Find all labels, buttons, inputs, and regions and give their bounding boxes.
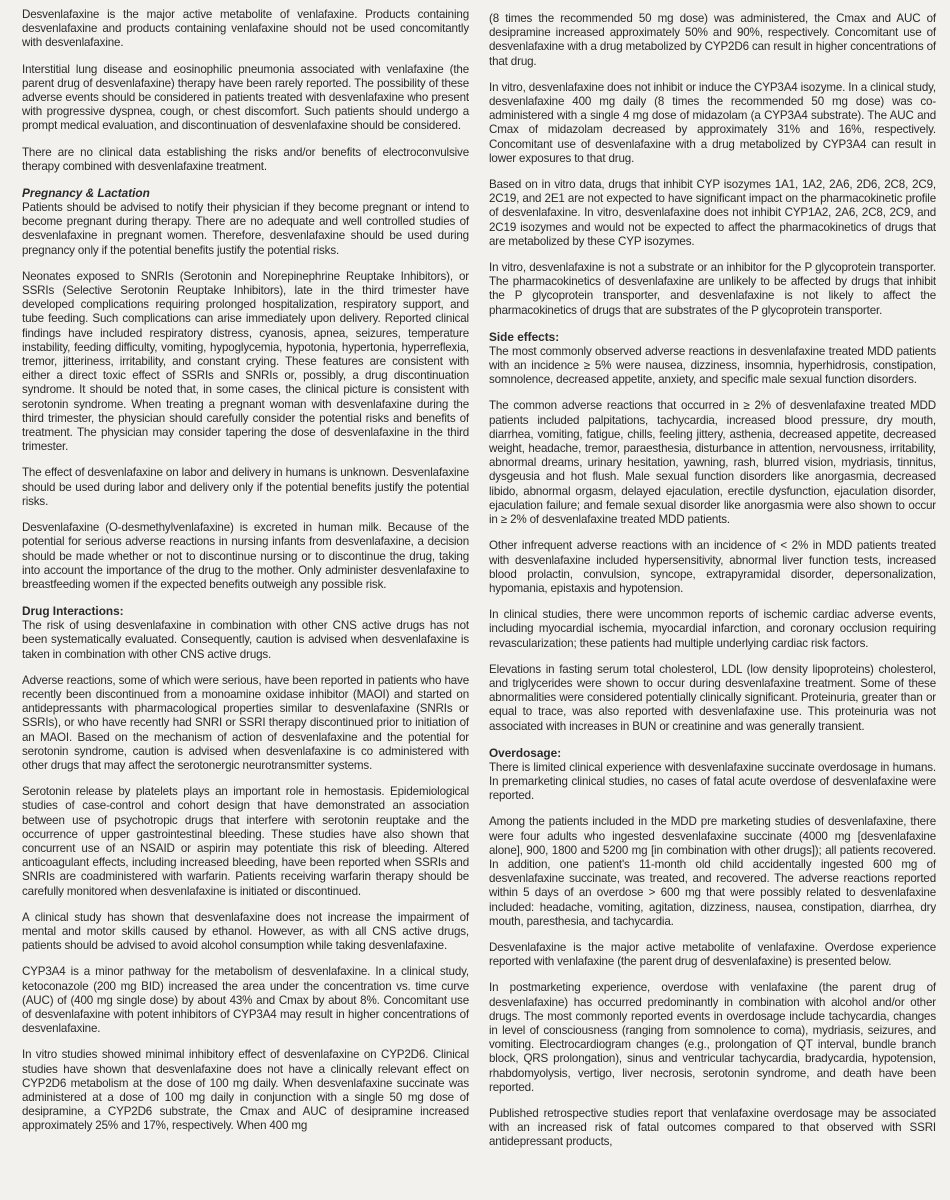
pregnancy-heading: Pregnancy & Lactation bbox=[22, 186, 150, 201]
overdosage-heading: Overdosage: bbox=[489, 745, 562, 760]
paragraph: Based on in vitro data, drugs that inhibit CYP isozymes 1A1, 1A2, 2A6, 2D6, 2C8, 2C9, 2C19, and 2E1 are not expected to have significant impact on the pharmacokinetic profile of desvenlafaxine. In vitro, desvenlafaxine does not inhibit CYP1A2, 2A6, 2C8, 2C9, and 2C19 isozymes and would not be expected to affect the pharmacokinetics of drugs that are metabolized by these CYP isozymes. bbox=[489, 178, 936, 248]
paragraph: The most commonly observed adverse reactions in desvenlafaxine treated MDD patients with an incidence ≥ 5% were nausea, dizziness, insomnia, hyperhidrosis, constipation, somnolence, decreased appetite, anxiety, and specific male sexual function disorders. bbox=[489, 344, 936, 387]
paragraph: The common adverse reactions that occurred in ≥ 2% of desvenlafaxine treated MDD patients included palpitations, tachycardia, increased blood pressure, dry mouth, diarrhea, vomiting, fatigue, chills, feeling jittery, asthenia, decreased appetite, decreased weight, headache, tremor, paraesthesia, disturbance in attention, nervousness, irritability, abnormal dreams, urinary hesitation, yawning, rash, blurred vision, mydriasis, tinnitus, dysgeusia and hot flush. Male sexual function disorders like anorgasmia, decreased libido, abnormal orgasm, delayed ejaculation, erectile dysfunction, ejaculation disorder, ejaculation failure; and female sexual disorder like anorgasmia were also shown to occur in ≥ 2% of desvenlafaxine treated MDD patients. bbox=[489, 399, 936, 527]
paragraph: Other infrequent adverse reactions with an incidence of < 2% in MDD patients treated with desvenlafaxine included hypersensitivity, abnormal liver function tests, increased blood prolactin, convulsion, syncope, extrapyramidal disorder, depersonalization, hypomania, epistaxis and hypotension. bbox=[489, 539, 936, 595]
paragraph: Desvenlafaxine (O-desmethylvenlafaxine) is excreted in human milk. Because of the potential for serious adverse reactions in nursing infants from desvenlafaxine, a decision should be made whether or not to discontinue nursing or to discontinue the drug, taking into account the importance of the drug to the mother. Only administer desvenlafaxine to breastfeeding women if the expected benefits outweigh any possible risk. bbox=[22, 521, 469, 591]
paragraph: In vitro studies showed minimal inhibitory effect of desvenlafaxine on CYP2D6. Clinical studies have shown that desvenlafaxine does not have a clinically relevant effect on CYP2D6 metabolism at the dose of 100 mg daily. When desvenlafaxine succinate was administered at a dose of 100 mg daily in conjunction with a single 50 mg dose of desipramine, a CYP2D6 substrate, the Cmax and AUC of desipramine increased approximately 25% and 17%, respectively. When 400 mg bbox=[22, 1048, 469, 1133]
paragraph: CYP3A4 is a minor pathway for the metabolism of desvenlafaxine. In a clinical study, ketoconazole (200 mg BID) increased the area under the concentration vs. time curve (AUC) of (400 mg single dose) by about 43% and Cmax by about 8%. Concomitant use of desvenlafaxine with potent inhibitors of CYP3A4 may result in higher concentrations of desvenlafaxine. bbox=[22, 965, 469, 1036]
right-column bbox=[489, 8, 936, 1200]
paragraph: A clinical study has shown that desvenlafaxine does not increase the impairment of mental and motor skills caused by ethanol. However, as with all CNS active drugs, patients should be advised to avoid alcohol consumption while taking desvenlafaxine. bbox=[22, 910, 469, 953]
left-column bbox=[22, 8, 469, 1200]
paragraph: Desvenlafaxine is the major active metabolite of venlafaxine. Products containing desvenlafaxine and products containing venlafaxine should not be used concomitantly with desvenlafaxine. bbox=[22, 8, 469, 50]
paragraph: In postmarketing experience, overdose with venlafaxine (the parent drug of desvenlafaxine) has occurred predominantly in combination with alcohol and/or other drugs. The most commonly reported events in overdosage include tachycardia, changes in level of consciousness (ranging from somnolence to coma), mydriasis, seizures, and vomiting. Electrocardiogram changes (e.g., prolongation of QT interval, bundle branch block, QRS prolongation), sinus and ventricular tachycardia, bradycardia, hypotension, rhabdomyolysis, vertigo, liver necrosis, serotonin syndrome, and death have been reported. bbox=[489, 981, 936, 1094]
paragraph: Elevations in fasting serum total cholesterol, LDL (low density lipoproteins) cholesterol, and triglycerides were shown to occur during desvenlafaxine treatment. Some of these abnormalities were considered potentially clinically significant. Proteinuria, greater than or equal to trace, was also reported with desvenlafaxine use. This proteinuria was not associated with increases in BUN or creatinine and was generally transient. bbox=[489, 662, 936, 733]
paragraph: Adverse reactions, some of which were serious, have been reported in patients who have recently been discontinued from a monoamine oxidase inhibitor (MAOI) and started on antidepressants with pharmacological properties similar to desvenlafaxine (SNRIs or SSRIs), or who have recently had SNRI or SSRI therapy discontinued prior to initiation of an MAOI. Based on the mechanism of action of desvenlafaxine and the potential for serotonin syndrome, caution is advised when desvenlafaxine is co administered with other drugs that may affect the serotonergic neurotransmitter systems. bbox=[22, 673, 469, 772]
paragraph: Patients should be advised to notify their physician if they become pregnant or intend to become pregnant during therapy. There are no adequate and well controlled studies of desvenlafaxine in pregnant women. Therefore, desvenlafaxine should be used during pregnancy only if the potential benefits justify the potential risks. bbox=[22, 201, 469, 257]
paragraph: There is limited clinical experience with desvenlafaxine succinate overdosage in humans. In premarketing clinical studies, no cases of fatal acute overdose of desvenlafaxine were reported. bbox=[489, 760, 936, 803]
paragraph: In vitro, desvenlafaxine does not inhibit or induce the CYP3A4 isozyme. In a clinical study, desvenlafaxine 400 mg daily (8 times the recommended 50 mg dose) was co-administered with a single 4 mg dose of midazolam (a CYP3A4 substrate). The AUC and Cmax of midazolam decreased by approximately 31% and 16%, respectively. Concomitant use of desvenlafaxine with a drug metabolized by CYP3A4 can result in lower exposures to that drug. bbox=[489, 80, 936, 165]
paragraph: Published retrospective studies report that venlafaxine overdosage may be associated with an increased risk of fatal outcomes compared to that observed with SSRI antidepressant products, bbox=[489, 1107, 936, 1149]
paragraph: Among the patients included in the MDD pre marketing studies of desvenlafaxine, there were four adults who ingested desvenlafaxine succinate (4000 mg [desvenlafaxine alone], 900, 1800 and 5200 mg [in combination with other drugs]); all patients recovered. In addition, one patient's 11-month old child accidentally ingested 600 mg of desvenlafaxine succinate, was treated, and recovered. The adverse reactions reported within 5 days of an overdose > 600 mg that were possibly related to desvenlafaxine included: headache, vomiting, agitation, dizziness, nausea, constipation, diarrhea, dry mouth, paresthesia, and tachycardia. bbox=[489, 815, 936, 928]
paragraph: In vitro, desvenlafaxine is not a substrate or an inhibitor for the P glycoprotein transporter. The pharmacokinetics of desvenlafaxine are unlikely to be affected by drugs that inhibit the P glycoprotein transporter, and desvenlafaxine is not likely to affect the pharmacokinetics of drugs that are substrates of the P glycoprotein transporter. bbox=[489, 261, 936, 317]
paragraph: The effect of desvenlafaxine on labor and delivery in humans is unknown. Desvenlafaxine should be used during labor and delivery only if the potential benefits justify the potential risks. bbox=[22, 466, 469, 508]
paragraph: Interstitial lung disease and eosinophilic pneumonia associated with venlafaxine (the parent drug of desvenlafaxine) therapy have been rarely reported. The possibility of these adverse events should be considered in patients treated with desvenlafaxine who present with progressive dyspnea, cough, or chest discomfort. Such patients should undergo a prompt medical evaluation, and discontinuation of desvenlafaxine should be considered. bbox=[22, 62, 469, 133]
side-effects-heading: Side effects: bbox=[489, 329, 560, 344]
drug-interactions-heading: Drug Interactions: bbox=[22, 604, 124, 619]
paragraph: There are no clinical data establishing the risks and/or benefits of electroconvulsive therapy combined with desvenlafaxine treatment. bbox=[22, 145, 469, 173]
paragraph: The risk of using desvenlafaxine in combination with other CNS active drugs has not been systematically evaluated. Consequently, caution is advised when desvenlafaxine is taken in combination with other CNS active drugs. bbox=[22, 619, 469, 661]
paragraph: Neonates exposed to SNRIs (Serotonin and Norepinephrine Reuptake Inhibitors), or SSRIs (Selective Serotonin Reuptake Inhibitors), late in the third trimester have developed complications requiring prolonged hospitalization, respiratory support, and tube feeding. Such complications can arise immediately upon delivery. Reported clinical findings have included respiratory distress, cyanosis, apnea, seizures, temperature instability, feeding difficulty, vomiting, hypoglycemia, hypotonia, hypertonia, hyperreflexia, tremor, jitteriness, irritability, and constant crying. These features are consistent with either a direct toxic effect of SSRIs and SNRIs or, possibly, a drug discontinuation syndrome. It should be noted that, in some cases, the clinical picture is consistent with serotonin syndrome. When treating a pregnant woman with desvenlafaxine during the third trimester, the physician should carefully consider the potential risks and benefits of treatment. The physician may consider tapering the dose of desvenlafaxine in the third trimester. bbox=[22, 269, 469, 454]
paragraph: Desvenlafaxine is the major active metabolite of venlafaxine. Overdose experience reported with venlafaxine (the parent drug of desvenlafaxine) is presented below. bbox=[489, 940, 936, 969]
paragraph: In clinical studies, there were uncommon reports of ischemic cardiac adverse events, including myocardial ischemia, myocardial infarction, and coronary occlusion requiring revascularization; these patients had multiple underlying cardiac risk factors. bbox=[489, 608, 936, 650]
paragraph: (8 times the recommended 50 mg dose) was administered, the Cmax and AUC of desipramine increased approximately 50% and 90%, respectively. Concomitant use of desvenlafaxine with a drug metabolized by CYP2D6 can result in higher concentrations of that drug. bbox=[489, 12, 936, 68]
paragraph: Serotonin release by platelets plays an important role in hemostasis. Epidemiological studies of case-control and cohort design that have demonstrated an association between use of psychotropic drugs that interfere with serotonin reuptake and the occurrence of upper gastrointestinal bleeding. These studies have also shown that concurrent use of an NSAID or aspirin may potentiate this risk of bleeding. Altered anticoagulant effects, including increased bleeding, have been reported when SSRIs and SNRIs are coadministered with warfarin. Patients receiving warfarin therapy should be carefully monitored when desvenlafaxine is initiated or discontinued. bbox=[22, 785, 469, 898]
